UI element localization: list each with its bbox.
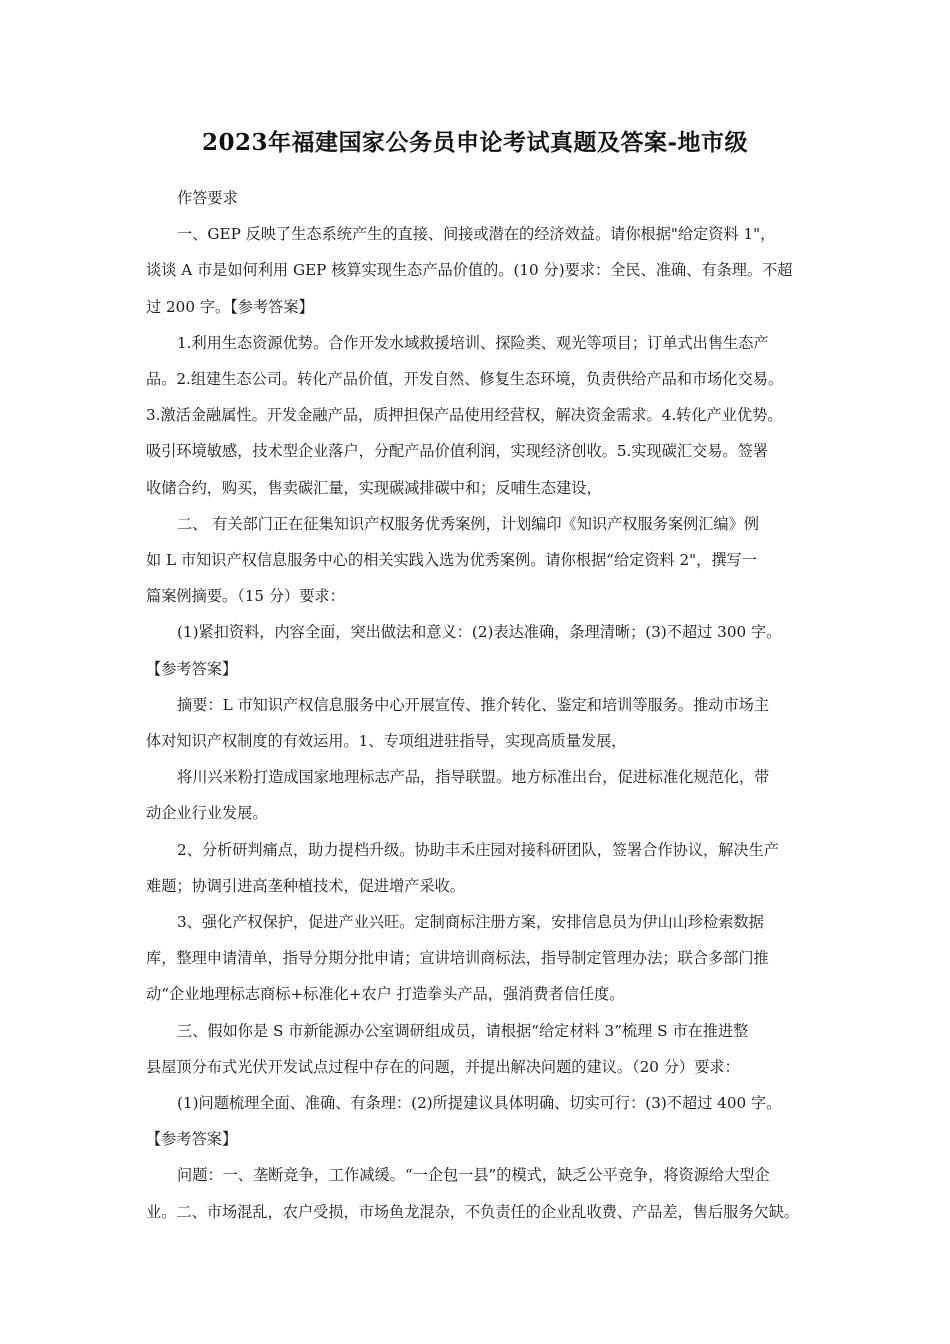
text-line: 2、分析研判痛点，助力提档升级。协助丰禾庄园对接科研团队，签署合作协议，解决生产 bbox=[177, 840, 779, 859]
text-line: 体对知识产权制度的有效运用。1、专项组进驻指导，实现高质量发展， bbox=[146, 732, 627, 751]
text-line: 业。二、市场混乱，农户受损，市场鱼龙混杂，不负责任的企业乱收费、产品差，售后服务欠缺。 bbox=[146, 1202, 800, 1221]
text-line: (1)问题梳理全面、准确、有条理：(2)所提建议具体明确、切实可行：(3)不超过 400 字。 bbox=[177, 1094, 782, 1113]
text-line: 难题；协调引进高垄种植技术，促进增产采收。 bbox=[146, 876, 465, 895]
text-line: 将川兴米粉打造成国家地理标志产品，指导联盟。地方标准出台，促进标准化规范化，带 bbox=[177, 768, 770, 787]
text-line: 摘要：L 市知识产权信息服务中心开展宣传、推介转化、鉴定和培训等服务。推动市场主 bbox=[177, 695, 770, 714]
text-line: 一、GEP 反映了生态系统产生的直接、间接或潜在的经济效益。请你根据"给定资料 1"， bbox=[177, 225, 776, 244]
text-line: 县屋顶分布式光伏开发试点过程中存在的问题，并提出解决问题的建议。（20 分）要求： bbox=[146, 1057, 740, 1076]
text-line: 过 200 字。【参考答案】 bbox=[146, 297, 314, 316]
text-line: 库，整理申请清单，指导分期分批申请；宣讲培训商标法，指导制定管理办法；联合多部门推 bbox=[146, 949, 769, 968]
text-line: 三、假如你是 S 市新能源办公室调研组成员，请根据“给定材料 3”梳理 S 市在推进整 bbox=[177, 1021, 749, 1040]
text-line: 3、强化产权保护，促进产业兴旺。定制商标注册方案，安排信息员为伊山山珍检索数据 bbox=[177, 913, 764, 932]
text-line: 【参考答案】 bbox=[146, 659, 238, 678]
text-line: 品。2.组建生态公司。转化产品价值，开发自然、修复生态环境，负责供给产品和市场化交易。 bbox=[146, 370, 784, 389]
document-title: 2023年福建国家公务员申论考试真题及答案-地市级 bbox=[201, 129, 749, 156]
text-line: 作答要求 bbox=[177, 189, 238, 207]
text-line: 3.激活金融属性。开发金融产品，质押担保产品使用经营权，解决资金需求。4.转化产业优势。 bbox=[146, 406, 783, 425]
text-line: 二、 有关部门正在征集知识产权服务优秀案例，计划编印《知识产权服务案例汇编》例 bbox=[177, 514, 759, 533]
text-line: 问题：一、垄断竞争，工作减缓。“一企包一县”的模式，缺乏公平竞争，将资源给大型企 bbox=[177, 1166, 770, 1185]
text-line: 篇案例摘要。（15 分）要求： bbox=[146, 587, 345, 606]
text-line: 动“企业地理标志商标+标准化+农户 打造拳头产品，强消费者信任度。 bbox=[146, 985, 625, 1004]
text-line: 吸引环境敏感，技术型企业落户，分配产品价值利润，实现经济创收。5.实现碳汇交易。签署 bbox=[146, 442, 768, 461]
text-line: 动企业行业发展。 bbox=[146, 804, 268, 823]
text-line: 【参考答案】 bbox=[146, 1130, 238, 1149]
text-line: (1)紧扣资料，内容全面，突出做法和意义：(2)表达准确，条理清晰；(3)不超过 300 字。 bbox=[177, 623, 782, 642]
text-line: 谈谈 A 市是如何利用 GEP 核算实现生态产品价值的。(10 分)要求：全民、准确、有条理。不超 bbox=[146, 261, 793, 280]
text-line: 1.利用生态资源优势。合作开发水域救援培训、探险类、观光等项目；订单式出售生态产 bbox=[177, 333, 769, 352]
document-body bbox=[146, 180, 808, 1230]
text-line: 收储合约，购买，售卖碳汇量，实现碳减排碳中和；反哺生态建设， bbox=[146, 478, 602, 497]
text-line: 如 L 市知识产权信息服务中心的相关实践入选为优秀案例。请你根据“给定资料 2"，撰写一 bbox=[146, 551, 757, 570]
